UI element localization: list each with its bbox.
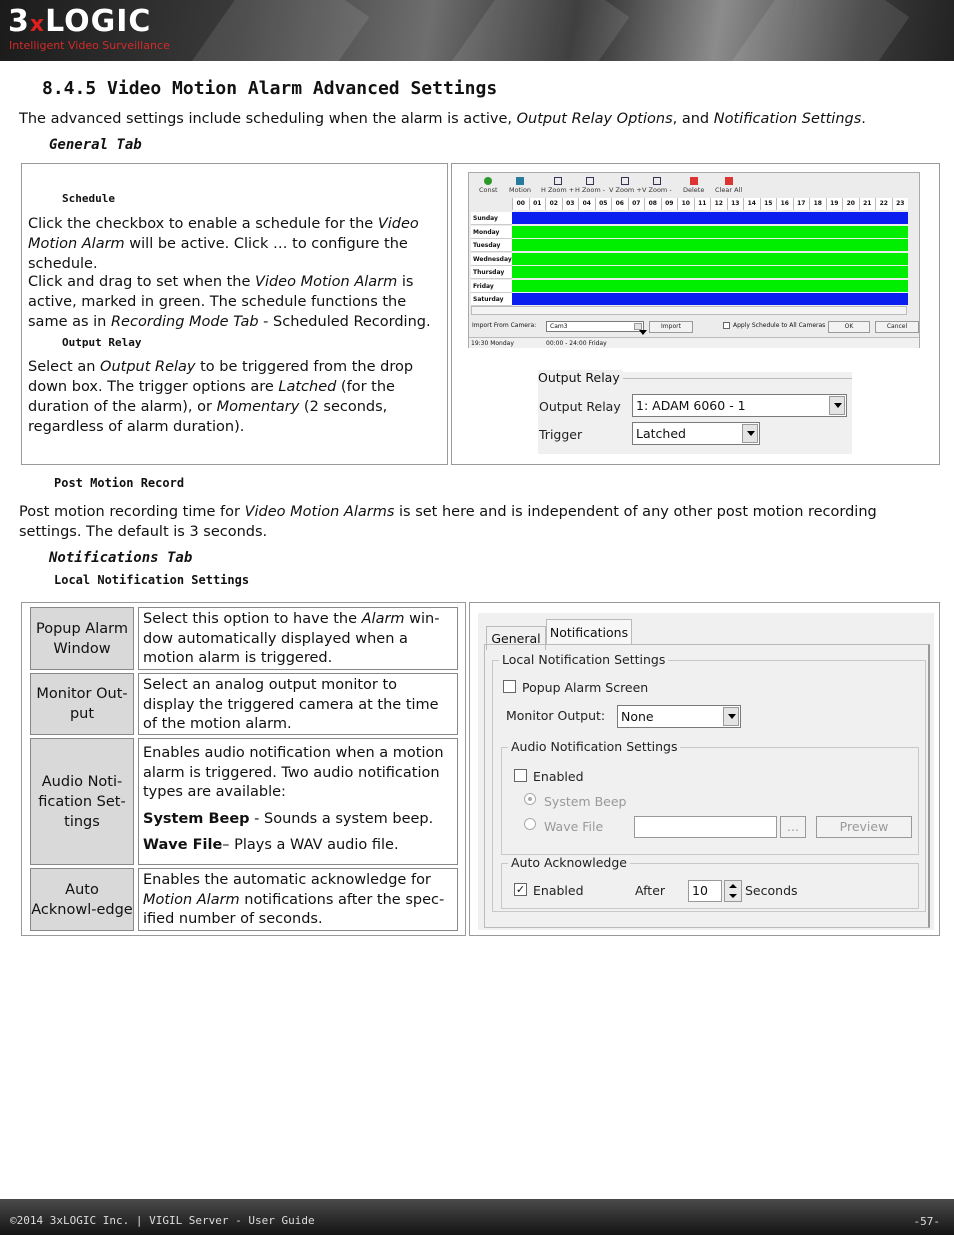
motion-button[interactable]: Motion [509, 177, 531, 194]
general-description-box [21, 163, 448, 465]
footer-copyright: ©2014 3xLOGIC Inc. | VIGIL Server - User Guide [10, 1214, 315, 1227]
schedule-row[interactable] [471, 266, 908, 279]
delete-button[interactable]: Delete [683, 177, 704, 194]
schedule-row[interactable] [471, 293, 908, 306]
apply-all-checkbox[interactable] [723, 322, 730, 329]
auto-acknowledge-group [501, 855, 919, 909]
output-relay-group-label: Output Relay [538, 370, 623, 385]
output-relay-paragraph: Select an Output Relay to be triggered from the drop down box. The trigger options are Latched (for the duration of the alarm), or Momentary (2 seconds, regardless of alarm duration). [28, 359, 414, 435]
local-notification-group [492, 652, 926, 912]
v-zoom-in-button[interactable]: V Zoom + [609, 177, 642, 194]
audio-notification-desc: Enables audio notification when a motion alarm is triggered. Two audio notification types are available: System Beep - Sounds a system beep. Wave File– Plays a WAV audio file. [138, 738, 458, 865]
notifications-dialog [478, 613, 934, 930]
tab-general[interactable]: General [486, 626, 546, 650]
cancel-button[interactable]: Cancel [875, 321, 919, 333]
notification-table-box [21, 602, 466, 936]
trigger-label: Trigger [539, 427, 583, 442]
schedule-bar[interactable] [512, 253, 908, 265]
status-left: 19:30 Monday [471, 340, 514, 347]
status-right: 00:00 - 24:00 Friday [546, 340, 607, 347]
h-zoom-in-button[interactable]: H Zoom + [541, 177, 574, 194]
schedule-paragraph-1: Click the checkbox to enable a schedule for the Video Motion Alarm will be active. Click … to configure the schedule. [28, 216, 419, 272]
schedule-bar[interactable] [512, 212, 908, 224]
schedule-bar[interactable] [512, 226, 908, 238]
local-notification-heading: Local Notification Settings [54, 573, 250, 587]
popup-alarm-desc: Select this option to have the Alarm win-dow automatically displayed when a motion alarm is triggered. [138, 607, 458, 670]
day-label: Friday [471, 280, 512, 293]
day-label: Sunday [471, 212, 512, 225]
section-title: 8.4.5 Video Motion Alarm Advanced Settings [42, 78, 498, 99]
tab-notifications[interactable]: Notifications [546, 619, 632, 645]
post-motion-heading: Post Motion Record [54, 476, 185, 490]
output-relay-label: Output Relay [539, 399, 621, 414]
intro-paragraph: The advanced settings include scheduling when the alarm is active, Output Relay Options, and Notification Settings. [19, 111, 866, 127]
schedule-bar[interactable] [512, 266, 908, 278]
day-label: Wednesday [471, 253, 512, 266]
import-camera-select[interactable]: Cam3 [546, 321, 644, 332]
output-relay-panel [538, 372, 852, 454]
seconds-label: Seconds [745, 883, 798, 898]
v-zoom-out-button[interactable]: V Zoom - [642, 177, 672, 194]
schedule-row[interactable] [471, 212, 908, 225]
schedule-row[interactable] [471, 280, 908, 293]
seconds-stepper[interactable] [724, 880, 742, 902]
monitor-output-select[interactable]: None [617, 705, 741, 728]
output-relay-heading: Output Relay [62, 336, 142, 349]
page-footer [0, 1199, 954, 1235]
h-zoom-out-button[interactable]: H Zoom - [575, 177, 605, 194]
schedule-editor [468, 172, 920, 348]
system-beep-radio[interactable] [524, 793, 536, 805]
audio-enabled-checkbox[interactable] [514, 769, 527, 782]
horizontal-scrollbar[interactable] [471, 306, 907, 315]
monitor-output-desc: Select an analog output monitor to display the triggered camera at the time of the motion alarm. [138, 673, 458, 735]
day-label: Tuesday [471, 239, 512, 252]
const-button[interactable]: Const [479, 177, 498, 194]
wave-file-input[interactable] [634, 816, 777, 838]
brand-tagline: Intelligent Video Surveillance [9, 39, 170, 52]
system-beep-label: System Beep [544, 794, 627, 809]
popup-alarm-checkbox[interactable] [503, 680, 516, 693]
ack-enabled-checkbox[interactable]: ✓ [515, 883, 526, 896]
audio-enabled-label: Enabled [533, 769, 584, 784]
trigger-select[interactable]: Latched [632, 422, 760, 445]
schedule-row[interactable] [471, 239, 908, 252]
day-label: Saturday [471, 293, 512, 306]
schedule-bar[interactable] [512, 280, 908, 292]
post-motion-paragraph: Post motion recording time for Video Motion Alarms is set here and is independent of any other post motion recording settings. The default is 3 seconds. [19, 504, 877, 540]
page-number: -57- [913, 1215, 940, 1228]
notification-screenshot-box [469, 602, 940, 936]
monitor-output-field-label: Monitor Output: [506, 708, 606, 723]
brand-logo: 3xLOGIC [8, 4, 152, 39]
day-label: Thursday [471, 266, 512, 279]
schedule-bar[interactable] [512, 239, 908, 251]
seconds-input[interactable]: 10 [688, 880, 722, 902]
output-relay-select[interactable]: 1: ADAM 6060 - 1 [632, 394, 847, 417]
schedule-row[interactable] [471, 226, 908, 239]
local-notification-group-label: Local Notification Settings [499, 652, 668, 667]
after-label: After [635, 883, 666, 898]
audio-notification-label: Audio Noti-fication Set-tings [30, 738, 134, 865]
browse-button[interactable]: ... [780, 816, 806, 838]
popup-alarm-checkbox-label: Popup Alarm Screen [522, 680, 649, 695]
schedule-paragraph-2: Click and drag to set when the Video Motion Alarm is active, marked in green. The schedule functions the same as in Recording Mode Tab - Scheduled Recording. [28, 274, 431, 330]
schedule-heading: Schedule [62, 192, 115, 205]
schedule-row[interactable] [471, 253, 908, 266]
wave-file-label: Wave File [544, 819, 604, 834]
audio-notification-group [501, 739, 919, 855]
auto-acknowledge-label: Auto Acknowl-edge [30, 868, 134, 931]
import-label: Import From Camera: [472, 322, 537, 329]
popup-alarm-label: Popup Alarm Window [30, 607, 134, 670]
apply-all-label: Apply Schedule to All Cameras [733, 322, 826, 329]
status-bar [469, 337, 919, 348]
general-tab-heading: General Tab [49, 137, 142, 153]
schedule-bar[interactable] [512, 293, 908, 305]
import-button[interactable]: Import [649, 321, 693, 333]
auto-acknowledge-group-label: Auto Acknowledge [508, 855, 630, 870]
monitor-output-label: Monitor Out-put [30, 673, 134, 735]
wave-file-radio[interactable] [524, 818, 536, 830]
auto-acknowledge-desc: Enables the automatic acknowledge for Motion Alarm notifications after the spec-ified number of seconds. [138, 868, 458, 931]
header-banner [0, 0, 954, 61]
ok-button[interactable]: OK [828, 321, 870, 333]
day-label: Monday [471, 226, 512, 239]
notifications-tab-heading: Notifications Tab [49, 550, 193, 566]
clear-all-button[interactable]: Clear All [715, 177, 742, 194]
audio-notification-group-label: Audio Notification Settings [508, 739, 680, 754]
hour-header: 00 01 02 03 04 05 06 07 08 09 10 11 12 13 14 15 16 17 18 19 20 21 22 23 [512, 198, 908, 210]
ack-enabled-label: Enabled [533, 883, 584, 898]
preview-button[interactable]: Preview [816, 816, 912, 838]
